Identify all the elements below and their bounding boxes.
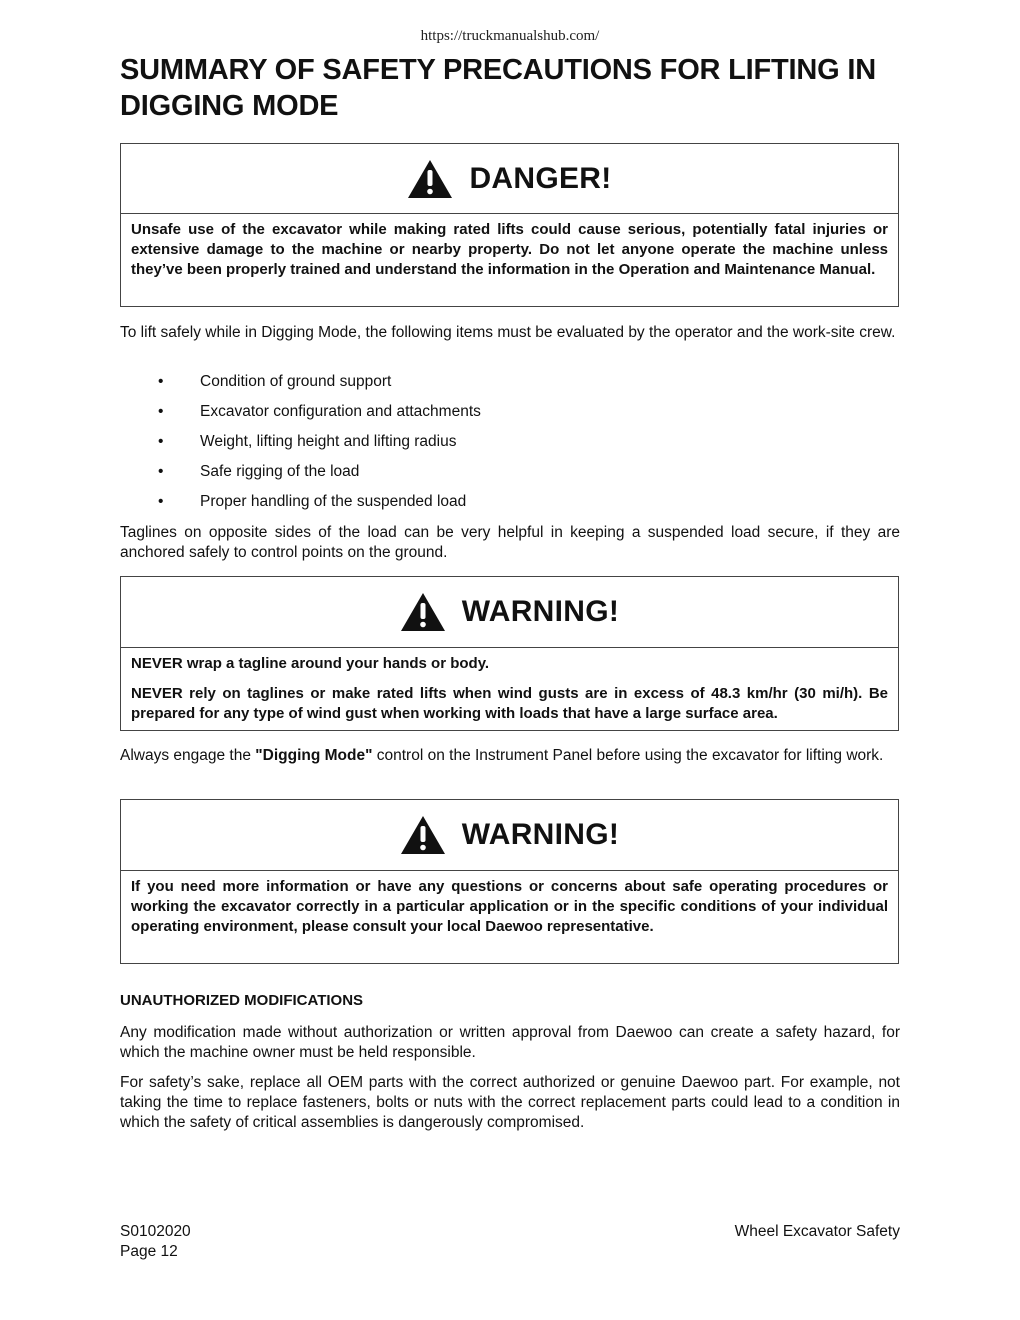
evaluation-list bbox=[120, 372, 900, 522]
list-item bbox=[120, 462, 900, 492]
danger-text: Unsafe use of the excavator while making rated lifts could cause serious, potentially fatal injuries or extensive damage to the machine or nearby property. Do not let anyone operate the machine unless they’ve been properly trained and understand the information in the Operation and Maintenance Manual. bbox=[131, 221, 888, 278]
bullet-glyph: • bbox=[158, 373, 164, 390]
list-item bbox=[120, 372, 900, 402]
danger-box-header bbox=[121, 144, 898, 214]
section-heading: UNAUTHORIZED MODIFICATIONS bbox=[120, 992, 364, 1009]
warning-triangle-icon bbox=[400, 592, 446, 632]
danger-box bbox=[120, 143, 899, 307]
modifications-paragraph-2: For safety’s sake, replace all OEM parts with the correct authorized or genuine Daewoo part. For example, not taking the time to replace fasteners, bolts or nuts with the correct replacement parts could lead to a condition in which the safety of critical assemblies is dangerously compromised. bbox=[120, 1074, 900, 1131]
list-item-text: Weight, lifting height and lifting radius bbox=[200, 433, 457, 450]
warning-text-line2: NEVER rely on taglines or make rated lifts when wind gusts are in excess of 48.3 km/hr (30 mi/h). Be prepared for any type of wind gust when working with loads that have a large surface area. bbox=[131, 685, 888, 722]
list-item-text: Proper handling of the suspended load bbox=[200, 493, 467, 510]
warning-box-body bbox=[121, 648, 898, 730]
digging-mode-paragraph bbox=[120, 746, 900, 766]
document-number: S0102020 bbox=[120, 1223, 191, 1240]
footer-section-title: Wheel Excavator Safety bbox=[734, 1223, 900, 1240]
page-number: Page 12 bbox=[120, 1243, 178, 1260]
digging-mode-term: "Digging Mode" bbox=[255, 747, 373, 764]
warning-box-consult bbox=[120, 799, 899, 964]
list-item bbox=[120, 492, 900, 522]
bullet-glyph: • bbox=[158, 403, 164, 420]
bullet-glyph: • bbox=[158, 463, 164, 480]
list-item-text: Excavator configuration and attachments bbox=[200, 403, 481, 420]
warning-box-body bbox=[121, 871, 898, 943]
warning-box-header bbox=[121, 800, 898, 871]
warning-triangle-icon bbox=[407, 159, 453, 199]
digging-text-before: Always engage the bbox=[120, 747, 256, 764]
warning-heading: WARNING! bbox=[461, 818, 620, 851]
list-item bbox=[120, 432, 900, 462]
list-item-text: Safe rigging of the load bbox=[200, 463, 360, 480]
modifications-paragraph-1: Any modification made without authorization or written approval from Daewoo can create a safety hazard, for which the machine owner must be held responsible. bbox=[120, 1024, 900, 1061]
list-item bbox=[120, 402, 900, 432]
page-title: SUMMARY OF SAFETY PRECAUTIONS FOR LIFTING IN DIGGING MODE bbox=[120, 54, 876, 122]
warning-text: If you need more information or have any questions or concerns about safe operating procedures or working the excavator correctly in a particular application or in the specific conditions of your individual operating environment, please consult your local Daewoo representative. bbox=[131, 878, 888, 935]
warning-heading: WARNING! bbox=[461, 595, 620, 628]
taglines-paragraph: Taglines on opposite sides of the load can be very helpful in keeping a suspended load secure, if they are anchored safely to control points on the ground. bbox=[120, 524, 900, 561]
danger-heading: DANGER! bbox=[469, 161, 612, 195]
warning-box-header bbox=[121, 577, 898, 648]
danger-box-body bbox=[121, 214, 898, 286]
bullet-glyph: • bbox=[158, 493, 164, 510]
bullet-glyph: • bbox=[158, 433, 164, 450]
list-item-text: Condition of ground support bbox=[200, 373, 392, 390]
site-url: https://truckmanualshub.com/ bbox=[420, 28, 600, 44]
warning-text-line1: NEVER wrap a tagline around your hands or body. bbox=[131, 655, 490, 672]
warning-box-taglines bbox=[120, 576, 899, 731]
intro-paragraph: To lift safely while in Digging Mode, the following items must be evaluated by the operator and the work-site crew. bbox=[120, 324, 896, 341]
digging-text-after: control on the Instrument Panel before using the excavator for lifting work. bbox=[372, 747, 884, 764]
warning-triangle-icon bbox=[400, 815, 446, 855]
footer-left bbox=[120, 1222, 191, 1262]
